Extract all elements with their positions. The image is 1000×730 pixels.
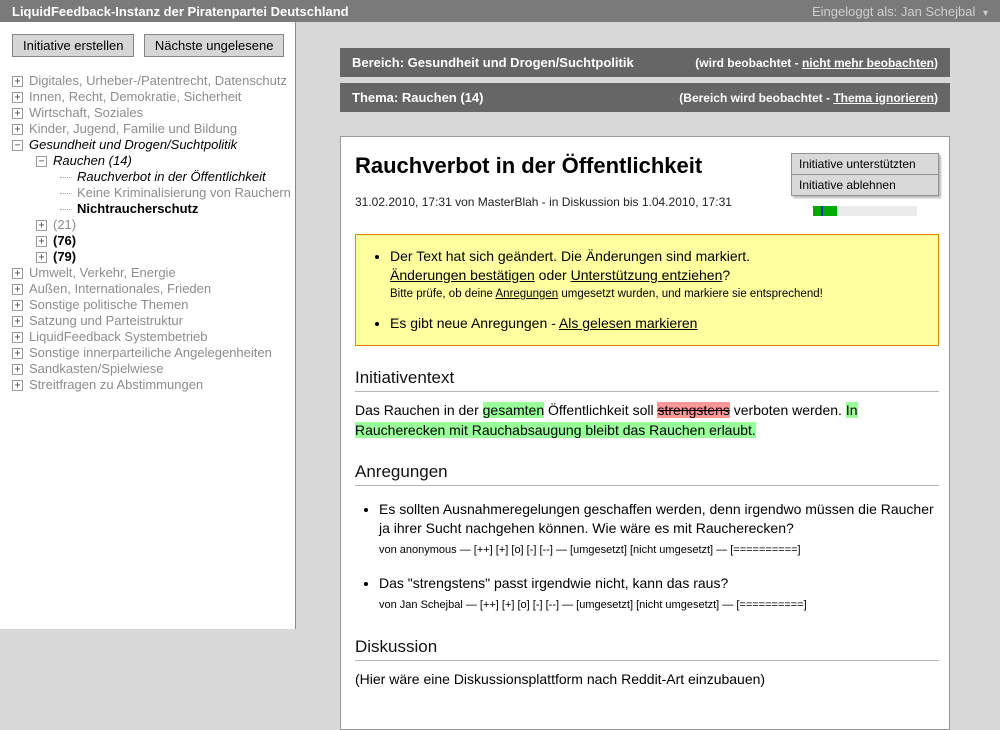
support-progress-bar (813, 206, 917, 216)
suggestion-item (379, 574, 939, 615)
user-menu[interactable] (812, 4, 988, 19)
bereich-title: Bereich: Gesundheit und Drogen/Suchtpolitik (352, 55, 634, 70)
suggestion-rating-controls[interactable]: von Jan Schejbal — [++] [+] [o] [-] [--] — [umgesetzt] [nicht umgesetzt] — [==========] (379, 599, 807, 611)
diskussion-heading: Diskussion (355, 637, 939, 661)
thema-title: Thema: Rauchen (14) (352, 90, 484, 105)
anregungen-heading: Anregungen (355, 462, 939, 486)
tree-item[interactable]: − Gesundheit und Drogen/Suchtpolitik (12, 137, 295, 153)
bereich-bar (340, 48, 950, 77)
confirm-changes-link[interactable]: Änderungen bestätigen (390, 267, 535, 283)
tree-item[interactable]: Keine Kriminalisierung von Rauchern (12, 185, 295, 201)
support-initiative-button[interactable]: Initiative unterstützten (791, 153, 939, 175)
next-unread-button[interactable]: Nächste ungelesene (144, 34, 285, 57)
suggestions-link[interactable]: Anregungen (495, 288, 559, 300)
sidebar-buttons (12, 34, 295, 57)
mark-read-link[interactable]: Als gelesen markieren (558, 315, 698, 331)
tree-item[interactable]: + Kinder, Jugend, Familie und Bildung (12, 121, 295, 137)
expand-icon[interactable]: + (36, 220, 47, 231)
category-tree (12, 73, 295, 393)
chevron-down-icon: ▾ (982, 7, 988, 19)
tree-item[interactable]: + Innen, Recht, Demokratie, Sicherheit (12, 89, 295, 105)
main-content (296, 22, 1000, 687)
progress-fill (813, 206, 837, 216)
tree-item[interactable]: Nichtraucherschutz (12, 201, 295, 217)
initiative-byline: 31.02.2010, 17:31 von MasterBlah - in Diskussion bis 1.04.2010, 17:31 (355, 195, 732, 209)
suggestion-text: • Das "strengstens" passt irgendwie nicht, kann das raus? (379, 575, 729, 591)
tree-item[interactable]: + Satzung und Parteistruktur (12, 313, 295, 329)
reject-initiative-button[interactable]: Initiative ablehnen (791, 175, 939, 196)
tree-item[interactable]: + Digitales, Urheber-/Patentrecht, Datenschutz (12, 73, 295, 89)
added-text: gesamten (482, 402, 545, 418)
ignore-topic-link[interactable]: Thema ignorieren (833, 90, 934, 105)
app-title: LiquidFeedback-Instanz der Piratenpartei Deutschland (12, 3, 349, 19)
expand-icon[interactable]: + (12, 92, 23, 103)
expand-icon[interactable]: + (12, 380, 23, 391)
expand-icon[interactable]: + (12, 364, 23, 375)
expand-icon[interactable]: + (12, 300, 23, 311)
bereich-status: (wird beobachtet - nicht mehr beobachten) (695, 55, 938, 70)
expand-icon[interactable]: + (36, 252, 47, 263)
collapse-icon[interactable]: − (12, 140, 23, 151)
collapse-icon[interactable]: − (36, 156, 47, 167)
tree-item[interactable]: − Rauchen (14) (12, 153, 295, 169)
expand-icon[interactable]: + (12, 348, 23, 359)
tree-item[interactable]: + Sandkasten/Spielwiese (12, 361, 295, 377)
thema-status: (Bereich wird beobachtet - Thema ignorieren) (679, 90, 938, 105)
expand-icon[interactable]: + (12, 316, 23, 327)
expand-icon[interactable]: + (12, 124, 23, 135)
create-initiative-button[interactable]: Initiative erstellen (12, 34, 134, 57)
expand-icon[interactable]: + (12, 284, 23, 295)
tree-item[interactable]: + Streitfragen zu Abstimmungen (12, 377, 295, 393)
tree-connector (60, 193, 72, 194)
sidebar (0, 22, 296, 629)
suggestion-item (379, 500, 939, 560)
thema-bar (340, 83, 950, 112)
expand-icon[interactable]: + (12, 332, 23, 343)
notice-item-text-changed: • Der Text hat sich geändert. Die Änderungen sind markiert. Änderungen bestätigen oder Unterstützung entziehen? Bitte prüfe, ob deine Anregungen umgesetzt wurden, und markiere sie entsprechend! (390, 247, 926, 302)
initiative-heading-block (355, 153, 732, 209)
added-text: In Raucherecken mit Rauchabsaugung bleibt das Rauchen erlaubt. (355, 402, 858, 438)
initiative-actions (791, 153, 939, 196)
initiative-title: Rauchverbot in der Öffentlichkeit (355, 153, 703, 178)
initiative-text: Das Rauchen in der gesamten Öffentlichkeit soll strengstens verboten werden. In Raucherecken mit Rauchabsaugung bleibt das Rauchen erlaubt. (355, 402, 858, 438)
user-menu-label: Eingeloggt als: Jan Schejbal (812, 3, 976, 19)
expand-icon[interactable]: + (12, 268, 23, 279)
tree-item[interactable]: + Sonstige innerparteiliche Angelegenheiten (12, 345, 295, 361)
tree-item[interactable]: + LiquidFeedback Systembetrieb (12, 329, 295, 345)
tree-connector (60, 209, 72, 210)
tree-item-current[interactable]: Rauchverbot in der Öffentlichkeit (12, 169, 295, 185)
discussion-placeholder: (Hier wäre eine Diskussionsplattform nach Reddit-Art einzubauen) (355, 671, 766, 687)
tree-item[interactable]: + Umwelt, Verkehr, Energie (12, 265, 295, 281)
initiativentext-heading: Initiativentext (355, 368, 939, 392)
tree-connector (60, 177, 72, 178)
topbar (0, 0, 1000, 22)
unwatch-link[interactable]: nicht mehr beobachten (801, 55, 934, 70)
notice-box (355, 234, 939, 346)
initiative-panel (340, 136, 950, 730)
expand-icon[interactable]: + (12, 76, 23, 87)
tree-item[interactable]: + (79) (12, 249, 295, 265)
removed-text: strengstens (657, 402, 730, 418)
tree-item[interactable]: + Sonstige politische Themen (12, 297, 295, 313)
expand-icon[interactable]: + (36, 236, 47, 247)
notice-small-hint: Bitte prüfe, ob deine Anregungen umgesetzt wurden, und markiere sie entsprechend! (390, 288, 823, 300)
tree-item[interactable]: + Wirtschaft, Soziales (12, 105, 295, 121)
suggestion-text: • Es sollten Ausnahmeregelungen geschaffen werden, denn irgendwo müssen die Raucher ja ihrer Sucht nachgehen können. Wie wäre es mit Raucherecken? (379, 501, 934, 536)
tree-item[interactable]: + (76) (12, 233, 295, 249)
suggestions-list (355, 500, 939, 615)
tree-item[interactable]: + Außen, Internationales, Frieden (12, 281, 295, 297)
withdraw-support-link[interactable]: Unterstützung entziehen (570, 267, 723, 283)
tree-item[interactable]: + (21) (12, 217, 295, 233)
suggestion-rating-controls[interactable]: von anonymous — [++] [+] [o] [-] [--] — [umgesetzt] [nicht umgesetzt] — [==========] (379, 544, 801, 556)
notice-item-new-suggestions: • Es gibt neue Anregungen - Als gelesen markieren (390, 314, 926, 333)
expand-icon[interactable]: + (12, 108, 23, 119)
quorum-marker (821, 206, 823, 216)
